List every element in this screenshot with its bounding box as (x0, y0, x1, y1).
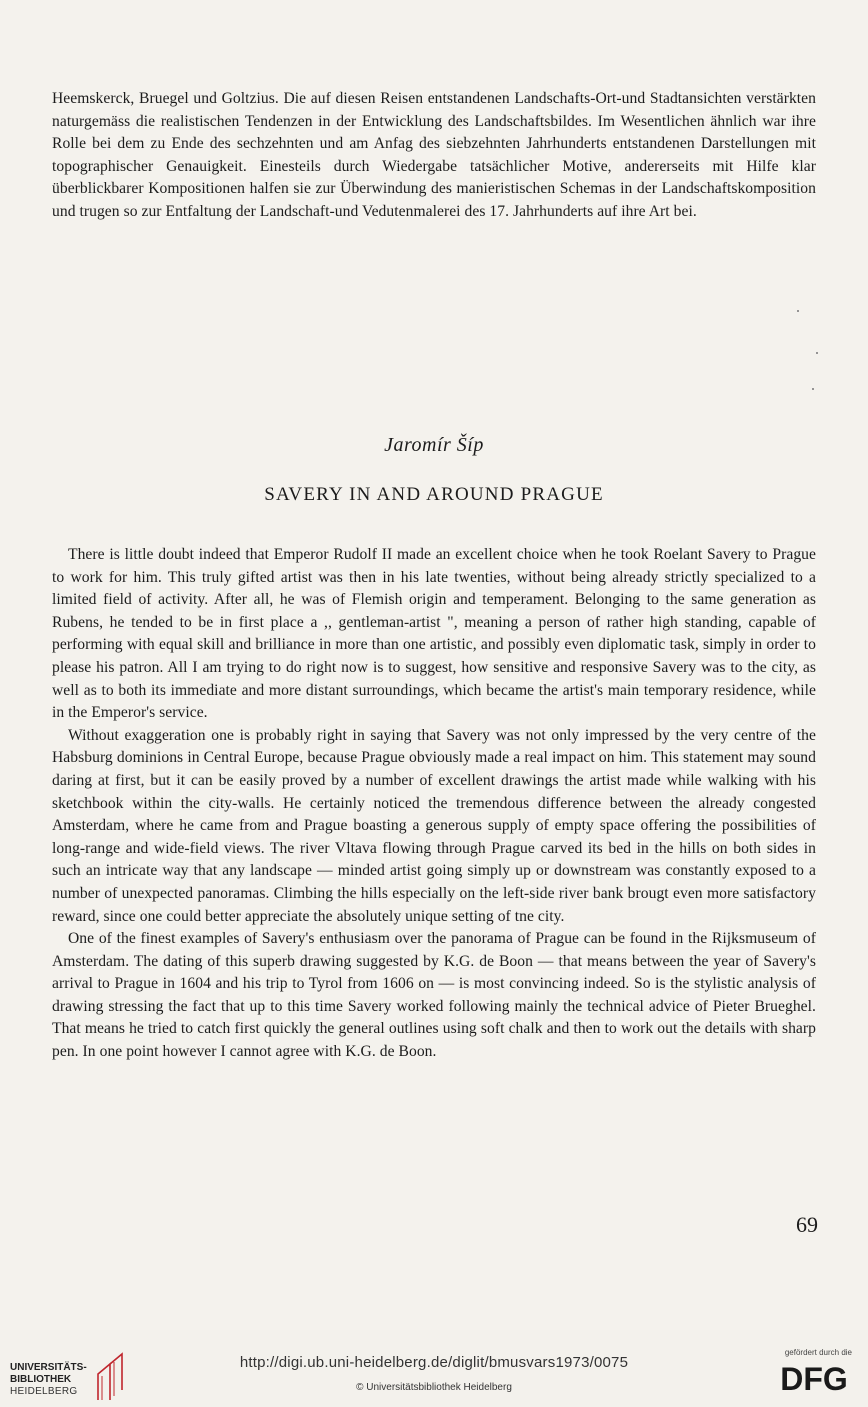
digitization-footer (0, 1336, 868, 1407)
funding-note: gefördert durch die (784, 1348, 852, 1357)
permalink-url[interactable]: http://digi.ub.uni-heidelberg.de/diglit/bmusvars1973/0075 (239, 1354, 629, 1371)
library-name-line3: HEIDELBERG (10, 1386, 78, 1397)
dfg-logo-icon (774, 1360, 854, 1396)
scan-speck (797, 310, 799, 312)
dfg-logo-text: DFG (780, 1361, 848, 1396)
body-paragraph: There is little doubt indeed that Emperor Rudolf II made an excellent choice when he took Roelant Savery to Prague to work for him. This truly gifted artist was then in his late twenties, without being already strictly specialized to a limited field of activity. After all, he was of Flemish origin and temperament. Belonging to the same generation as Rubens, he tended to be in first place a ,, gentleman-artist ", meaning a person of rather high standing, capable of performing with equal skill and brilliance in more than one artistic, and possibly even diplomatic task, simply in order to please his patron. All I am trying to do right now is to suggest, how sensitive and responsive Savery was to the city, as well as to both its immediate and more distant surroundings, which became the artist's main temporary residence, while in the Emperor's service. (52, 546, 816, 722)
body-paragraph: Without exaggeration one is probably right in saying that Savery was not only impressed by the very centre of the Habsburg dominions in Central Europe, because Prague obviously made a real impact on him. This statement may sound daring at first, but it can be easily proved by a number of excellent drawings the artist made while walking with his sketchbook within the city-walls. He certainly noticed the tremendous difference between the already congested Amsterdam, where he came from and Prague boasting a generous supply of empty space offering the possibilities of long-range and wide-field views. The river Vltava flowing through Prague carved its bed in the hills on both sides in such an intricate way that any landscape — minded artist going simply up or downstream was constantly exposed to a number of unexpected panoramas. Climbing the hills especially on the left-side river bank brougt even more satisfactory reward, since one could better appreciate the absolutely unique setting of tne city. (52, 726, 816, 925)
german-paragraph: Heemskerck, Bruegel und Goltzius. Die auf diesen Reisen entstandenen Landschafts-Ort-und Stadtansichten verstärkten naturgemäss die realistischen Tendenzen in der Entwicklung des Landschaftsbildes. Im Wesentlichen ähnlich war ihre Rolle bei dem zu Ende des sechzehnten und am Anfag des siebzehnten Jahrhunderts entstandenen Darstellungen mit topographischer Genauigkeit. Einesteils durch Wiedergabe tatsächlicher Motive, andererseits mit Hilfe klar überblickbarer Kompositionen halfen sie zur Überwindung des manieristischen Schemas in der Landschaftskomposition und trugen so zur Entfaltung der Landschaft-und Vedutenmalerei des 17. Jahrhunderts auf ihre Art bei. (52, 90, 816, 220)
scan-speck (812, 388, 814, 390)
scan-speck (816, 352, 818, 354)
author-name: Jaromír Šíp (384, 434, 484, 456)
library-name-line2: BIBLIOTHEK (10, 1374, 72, 1385)
article-title: SAVERY IN AND AROUND PRAGUE (264, 484, 604, 505)
body-paragraph: One of the finest examples of Savery's enthusiasm over the panorama of Prague can be found in the Rijksmuseum of Amsterdam. The dating of this superb drawing suggested by K.G. de Boon — that means between the year of Savery's arrival to Prague in 1604 and his trip to Tyrol from 1606 on — is most convincing indeed. So is the stylistic analysis of drawing stressing the fact that up to this time Savery worked following mainly the technical advice of Pieter Brueghel. That means he tried to catch first quickly the general outlines using soft chalk and then to work out the details with sharp pen. In one point however I cannot agree with K.G. de Boon. (52, 930, 816, 1061)
page-number: 69 (796, 1212, 818, 1237)
funder-logo-block[interactable] (770, 1342, 860, 1402)
copyright-notice: © Universitätsbibliothek Heidelberg (356, 1382, 512, 1393)
library-name-line1: UNIVERSITÄTS- (10, 1362, 87, 1373)
article-body (52, 544, 816, 1064)
